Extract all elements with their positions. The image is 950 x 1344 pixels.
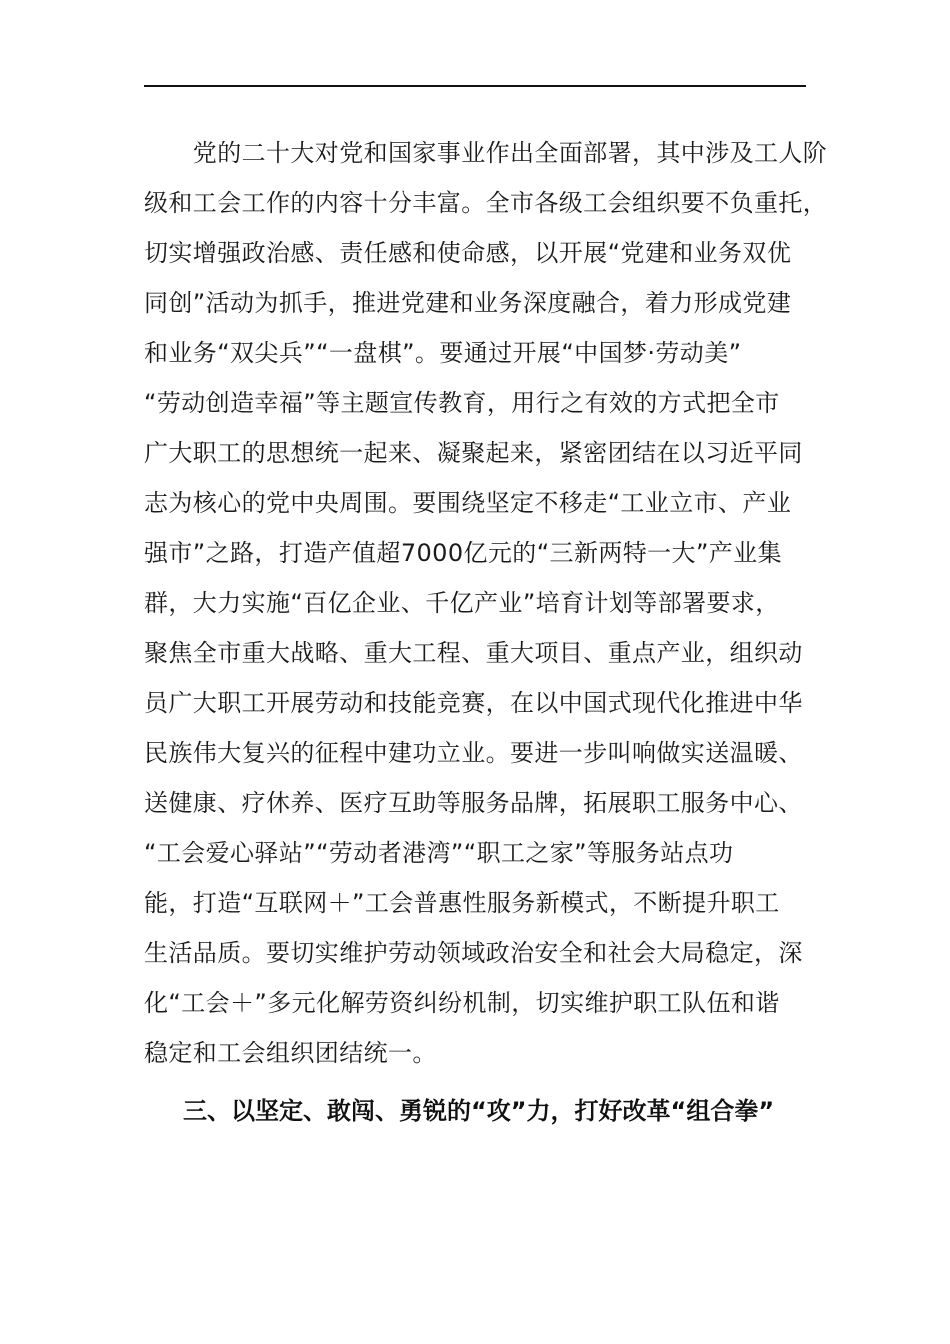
paragraph-line: 志为核心的党中央周围。要围绕坚定不移走“工业立市、产业 — [144, 489, 792, 517]
paragraph-line: 切实增强政治感、责任感和使命感，以开展“党建和业务双优 — [144, 239, 792, 267]
paragraph-line: “劳动创造幸福”等主题宣传教育，用行之有效的方式把全市 — [144, 389, 780, 417]
paragraph-line: 强市”之路，打造产值超7000亿元的“三新两特一大”产业集 — [144, 539, 782, 567]
paragraph-line: 员广大职工开展劳动和技能竞赛，在以中国式现代化推进中华 — [144, 689, 803, 717]
paragraph-line: 群，大力实施“百亿企业、千亿产业”培育计划等部署要求， — [144, 589, 780, 617]
paragraph-line: 聚焦全市重大战略、重大工程、重大项目、重点产业，组织动 — [144, 639, 803, 667]
body-paragraph — [144, 128, 828, 1078]
paragraph-line: 送健康、疗休养、医疗互助等服务品牌，拓展职工服务中心、 — [144, 789, 803, 817]
header-rule — [144, 85, 806, 87]
paragraph-line: 和业务“双尖兵”“一盘棋”。要通过开展“中国梦·劳动美” — [144, 339, 742, 367]
section-heading: 三、以坚定、敢闯、勇锐的“攻”力，打好改革“组合拳” — [183, 1097, 775, 1125]
paragraph-line: 级和工会工作的内容十分丰富。全市各级工会组织要不负重托， — [144, 189, 828, 217]
paragraph-line: 民族伟大复兴的征程中建功立业。要进一步叫响做实送温暖、 — [144, 739, 803, 767]
paragraph-line: “工会爱心驿站”“劳动者港湾”“职工之家”等服务站点功 — [144, 839, 734, 867]
paragraph-line: 稳定和工会组织团结统一。 — [144, 1039, 437, 1067]
paragraph-line: 能，打造“互联网＋”工会普惠性服务新模式，不断提升职工 — [144, 889, 780, 917]
paragraph-line: 党的二十大对党和国家事业作出全面部署，其中涉及工人阶 — [144, 139, 828, 167]
paragraph-line: 广大职工的思想统一起来、凝聚起来，紧密团结在以习近平同 — [144, 439, 803, 467]
paragraph-line: 生活品质。要切实维护劳动领域政治安全和社会大局稳定，深 — [144, 939, 803, 967]
paragraph-line: 化“工会＋”多元化解劳资纠纷机制，切实维护职工队伍和谐 — [144, 989, 780, 1017]
paragraph-line: 同创”活动为抓手，推进党建和业务深度融合，着力形成党建 — [144, 289, 792, 317]
